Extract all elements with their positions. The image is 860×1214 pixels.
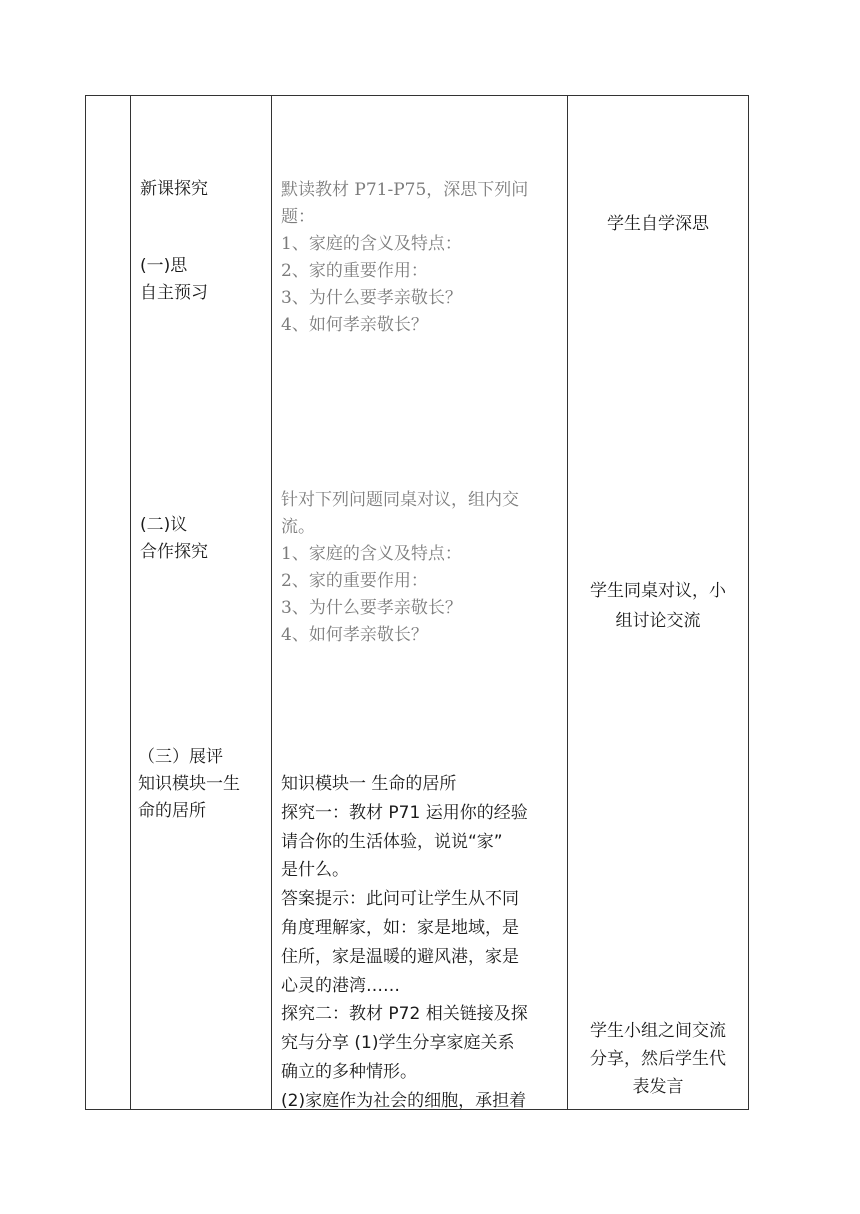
- activity-line: 组讨论交流: [615, 611, 701, 631]
- content-line: 1、家庭的含义及特点：: [281, 544, 462, 564]
- content-line: 流。: [281, 517, 315, 537]
- content-line: 请合你的生活体验，说说“家”: [281, 831, 503, 852]
- content-line: 是什么。: [281, 860, 349, 881]
- content-line: 答案提示：此问可让学生从不同: [281, 889, 519, 910]
- content-line: 心灵的港湾……: [281, 975, 400, 996]
- content-block-1: [281, 177, 528, 339]
- column-divider: [130, 96, 131, 1109]
- content-line: 究与分享 (1)学生分享家庭关系: [281, 1033, 515, 1054]
- content-line: 默读教材 P71-P75，深思下列问: [281, 180, 529, 200]
- content-line: 3、为什么要孝亲敬长？: [281, 598, 462, 618]
- activity-line: 分享，然后学生代: [590, 1049, 726, 1069]
- stage-1-line: (一)思: [140, 256, 188, 276]
- stage-3-line: 知识模块一生: [138, 774, 240, 794]
- stage-2-line: (二)议: [140, 515, 188, 535]
- content-line: 2、家的重要作用：: [281, 571, 428, 591]
- content-line: 1、家庭的含义及特点：: [281, 234, 462, 254]
- stage-2-line: 合作探究: [140, 542, 208, 562]
- stage-3-line: 命的居所: [138, 801, 206, 821]
- content-block-2: [281, 487, 519, 649]
- stage-2: [140, 512, 208, 566]
- column-divider: [271, 96, 272, 1109]
- activity-line: 学生小组之间交流: [590, 1021, 726, 1041]
- content-line: 2、家的重要作用：: [281, 261, 428, 281]
- activity-line: 表发言: [632, 1077, 684, 1097]
- stage-1-line: 自主预习: [140, 283, 208, 303]
- content-block-3: [281, 770, 528, 1116]
- section-title: 新课探究: [140, 179, 208, 199]
- content-line: 3、为什么要孝亲敬长？: [281, 288, 462, 308]
- stage-1: [140, 253, 208, 307]
- content-line: 探究一：教材 P71 运用你的经验: [281, 802, 528, 823]
- content-line: 4、如何孝亲敬长？: [281, 625, 428, 645]
- stage-3-line: （三）展评: [138, 747, 223, 767]
- activity-2: [568, 576, 748, 636]
- content-line: 针对下列问题同桌对议，组内交: [281, 490, 519, 510]
- stage-3: [138, 744, 240, 825]
- content-line: 住所，家是温暖的避风港，家是: [281, 946, 519, 967]
- content-line: 探究二：教材 P72 相关链接及探: [281, 1004, 528, 1025]
- content-line: 4、如何孝亲敬长？: [281, 315, 428, 335]
- activity-line: 学生同桌对议，小: [590, 581, 726, 601]
- content-line: 确立的多种情形。: [281, 1061, 417, 1082]
- activity-1: 学生自学深思: [607, 214, 709, 234]
- content-line: 角度理解家，如：家是地域，是: [281, 917, 519, 938]
- activity-3: [568, 1017, 748, 1101]
- content-line: (2)家庭作为社会的细胞，承担着: [281, 1090, 527, 1111]
- content-line: 题：: [281, 207, 315, 227]
- content-line: 知识模块一 生命的居所: [281, 774, 457, 794]
